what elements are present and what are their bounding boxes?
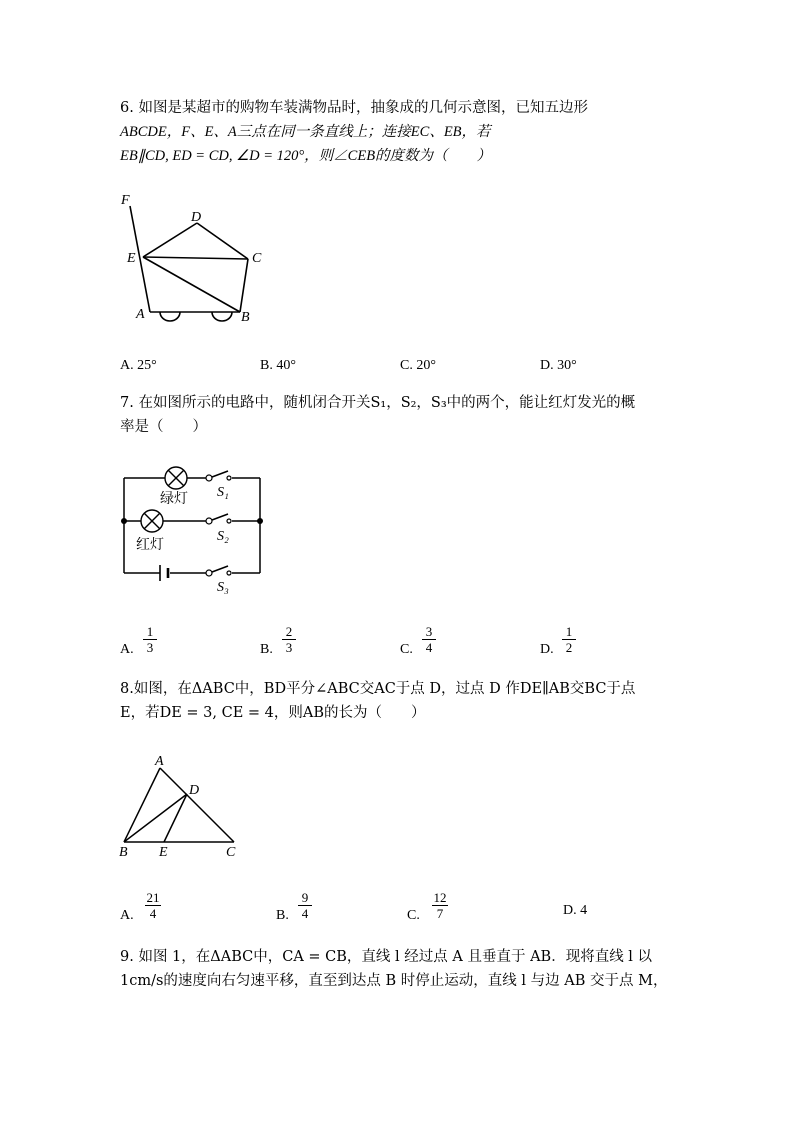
q6-option-d[interactable]: D. 30°	[540, 358, 577, 373]
q7-option-d-fraction	[560, 625, 578, 654]
q8-option-a-prefix: A.	[120, 908, 134, 923]
q8-option-b[interactable]	[276, 908, 289, 924]
q8-option-b-prefix: B.	[276, 908, 289, 923]
q9-stem-line2: 1cm/s的速度向右匀速平移，直至到达点 B 时停止运动，直线 l 与边 AB 交于点 M，	[120, 973, 668, 989]
q8-option-c-fraction	[430, 891, 450, 920]
q7-option-c-prefix: C.	[400, 642, 413, 657]
q6-label-a: A	[136, 307, 145, 322]
q7-option-d-numerator: 1	[565, 624, 573, 639]
q6-stem-line1: 6. 如图是某超市的购物车装满物品时，抽象成的几何示意图，已知五边形	[120, 100, 588, 116]
q8-option-c-denominator: 7	[436, 906, 444, 921]
q6-stem-line2: ABCDE，F、E、A三点在同一条直线上；连接EC、EB，若	[120, 124, 491, 140]
q8-option-d[interactable]: D. 4	[563, 903, 588, 918]
q8-label-e: E	[159, 845, 168, 860]
q7-stem-line1: 7. 在如图所示的电路中，随机闭合开关S₁，S₂，S₃中的两个，能让红灯发光的概	[120, 395, 636, 411]
q7-option-c-numerator: 3	[425, 624, 433, 639]
q7-option-a-numerator: 1	[146, 624, 154, 639]
q8-option-b-denominator: 4	[301, 906, 309, 921]
q7-option-c-denominator: 4	[425, 640, 433, 655]
q7-stem-line2: 率是（ ）	[120, 419, 207, 435]
q7-option-a-prefix: A.	[120, 642, 134, 657]
q6-stem-line3: EB∥CD, ED = CD, ∠D = 120°，则∠CEB的度数为（ ）	[120, 148, 492, 164]
q8-stem-line1: 8.如图，在ΔABC中，BD平分∠ABC交AC于点 D，过点 D 作DE∥AB交BC于点	[120, 681, 636, 697]
q6-label-f: F	[121, 193, 130, 208]
q8-option-a-numerator: 21	[146, 890, 160, 905]
q7-option-a-fraction	[141, 625, 159, 654]
q9-stem-line1: 9. 如图 1，在ΔABC中，CA = CB，直线 l 经过点 A 且垂直于 AB．现将直线 l 以	[120, 949, 653, 965]
q7-green-lamp-icon	[165, 467, 187, 489]
q7-option-b[interactable]	[260, 642, 273, 658]
q7-red-lamp-icon	[141, 510, 163, 532]
q8-option-c[interactable]	[407, 908, 420, 924]
q6-cart-figure	[130, 206, 248, 321]
q8-option-b-fraction	[296, 891, 314, 920]
q8-triangle-figure	[124, 768, 234, 842]
q6-label-c: C	[252, 251, 262, 266]
q8-option-b-numerator: 9	[301, 890, 309, 905]
q7-option-b-numerator: 2	[285, 624, 293, 639]
q6-label-b: B	[241, 310, 250, 325]
q6-option-a[interactable]: A. 25°	[120, 358, 157, 373]
q8-option-c-numerator: 12	[433, 890, 447, 905]
q7-option-d-denominator: 2	[565, 640, 573, 655]
q7-option-b-prefix: B.	[260, 642, 273, 657]
q7-option-d-prefix: D.	[540, 642, 554, 657]
q7-label-s3: S₃	[217, 580, 229, 595]
q6-label-d: D	[191, 210, 202, 225]
q8-option-c-prefix: C.	[407, 908, 420, 923]
q8-option-a[interactable]	[120, 908, 134, 924]
q8-label-c: C	[226, 845, 236, 860]
q8-label-d: D	[189, 783, 200, 798]
q7-label-green-lamp: 绿灯	[160, 491, 188, 507]
q6-option-c[interactable]: C. 20°	[400, 358, 436, 373]
q8-label-b: B	[119, 845, 128, 860]
q7-label-s2: S₂	[217, 529, 229, 544]
q7-option-b-fraction	[280, 625, 298, 654]
q7-option-a-denominator: 3	[146, 640, 154, 655]
q7-label-s1: S₁	[217, 485, 229, 500]
q7-option-b-denominator: 3	[285, 640, 293, 655]
q7-option-d[interactable]	[540, 642, 554, 658]
q7-battery-icon	[160, 565, 168, 581]
q8-label-a: A	[155, 754, 164, 769]
q7-option-a[interactable]	[120, 642, 134, 658]
q8-stem-line2: E，若DE = 3, CE = 4，则AB的长为（ ）	[120, 705, 426, 721]
q7-option-c[interactable]	[400, 642, 413, 658]
q6-label-e: E	[127, 251, 136, 266]
q7-option-c-fraction	[420, 625, 438, 654]
q7-label-red-lamp: 红灯	[136, 537, 164, 553]
q8-option-a-fraction	[143, 891, 163, 920]
q6-option-b[interactable]: B. 40°	[260, 358, 296, 373]
q8-option-a-denominator: 4	[149, 906, 157, 921]
